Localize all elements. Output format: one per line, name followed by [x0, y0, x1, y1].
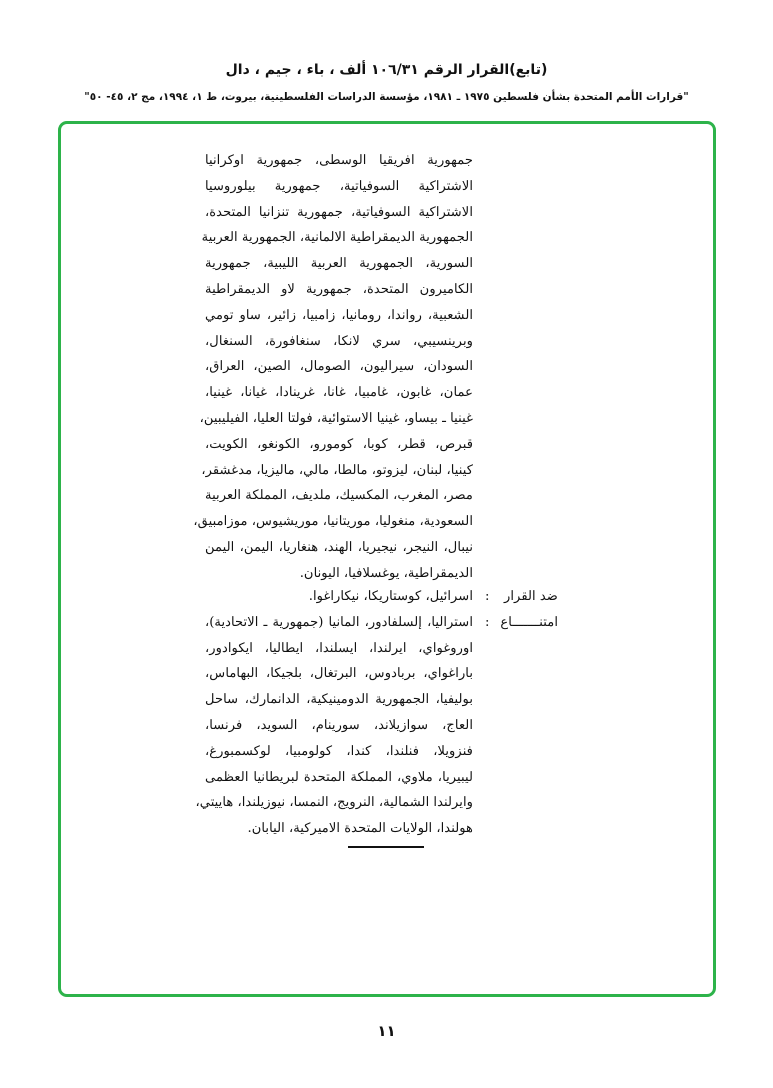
text-line: ليبيريا، ملاوي، المملكة المتحدة لبريطانيا العظمى	[205, 769, 473, 785]
against-and-abstain-list	[195, 584, 473, 842]
text-line: بوليفيا، الجمهورية الدومينيكية، الدانمارك، ساحل	[205, 692, 473, 708]
text-line: مصر، المغرب، المكسيك، ملديف، المملكة العربية	[205, 488, 473, 504]
abstain-label: امتنـــــــاع	[500, 615, 558, 630]
text-line: الشعبية، رواندا، رومانيا، زامبيا، زائير، ساو تومي	[205, 307, 473, 323]
text-line: باراغواي، بربادوس، البرتغال، بلجيكا، البهاماس،	[205, 666, 473, 682]
text-line: السعودية، منغوليا، موريتانيا، موريشيوس، موزامبيق،	[193, 514, 473, 530]
text-line: كينيا، لبنان، ليزوتو، مالطا، مالي، ماليزيا، مدغشقر،	[201, 462, 473, 478]
text-line: فنزويلا، فنلندا، كندا، كولومبيا، لوكسمبورغ،	[205, 743, 473, 759]
text-line: هولندا، الولايات المتحدة الاميركية، اليابان.	[247, 821, 473, 837]
text-line: الاشتراكية السوفياتية، جمهورية تنزانيا المتحدة،	[205, 204, 473, 220]
text-line: الديمقراطية، يوغسلافيا، اليونان.	[299, 565, 473, 581]
text-line: غينيا ـ بيساو، غينيا الاستوائية، فولتا العليا، الفيليبين،	[199, 410, 473, 426]
text-line: وبرينسيبي، سري لانكا، سنغافورة، السنغال،	[205, 333, 473, 349]
abstain-colon: :	[485, 615, 490, 630]
text-line: قبرص، قطر، كوبا، كومورو، الكونغو، الكويت،	[205, 436, 473, 452]
text-line: الاشتراكية السوفياتية، جمهورية بيلوروسيا	[205, 178, 473, 194]
text-line: اوروغواي، ايرلندا، ايسلندا، ايطاليا، ايكوادور،	[205, 640, 473, 656]
votes-for-list	[193, 148, 473, 587]
page-title: (تابع)القرار الرقم ١٠٦/٣١ ألف ، باء ، جيم ، دال	[225, 62, 548, 78]
against-label: ضد القرار	[504, 589, 558, 604]
text-line: الكاميرون المتحدة، جمهورية لاو الديمقراطية	[205, 281, 473, 297]
page-number: ١١	[377, 1022, 396, 1040]
text-line: السورية، الجمهورية العربية الليبية، جمهورية	[205, 256, 473, 272]
text-line: الجمهورية الديمقراطية الالمانية، الجمهورية العربية	[201, 230, 473, 246]
text-line: استراليا، إلسلفادور، المانيا (جمهورية ـ الاتحادية)،	[205, 614, 473, 630]
text-line: وايرلندا الشمالية، النرويج، النمسا، نيوزيلندا، هاييتي،	[195, 795, 473, 811]
text-line: جمهورية افريقيا الوسطى، جمهورية اوكرانيا	[205, 153, 473, 168]
text-line: العاج، سوازيلاند، سورينام، السويد، فرنسا،	[205, 717, 473, 733]
text-line: السودان، سيراليون، الصومال، الصين، العراق،	[205, 359, 473, 375]
end-rule	[348, 846, 424, 848]
text-line: نيبال، النيجر، نيجيريا، الهند، هنغاريا، اليمن، اليمن	[205, 539, 473, 555]
text-line: عمان، غابون، غامبيا، غانا، غرينادا، غيانا، غينيا،	[205, 385, 473, 401]
against-colon: :	[485, 589, 490, 604]
source-citation: "قرارات الأمم المتحدة بشأن فلسطين ١٩٧٥ ـ ١٩٨١، مؤسسة الدراسات الفلسطينية، بيروت، ط ١، ١٩٩٤، مج ٢، ٤٥- ٥٠"	[84, 91, 689, 103]
against-text: اسرائيل، كوستاريكا، نيكاراغوا.	[308, 589, 473, 604]
